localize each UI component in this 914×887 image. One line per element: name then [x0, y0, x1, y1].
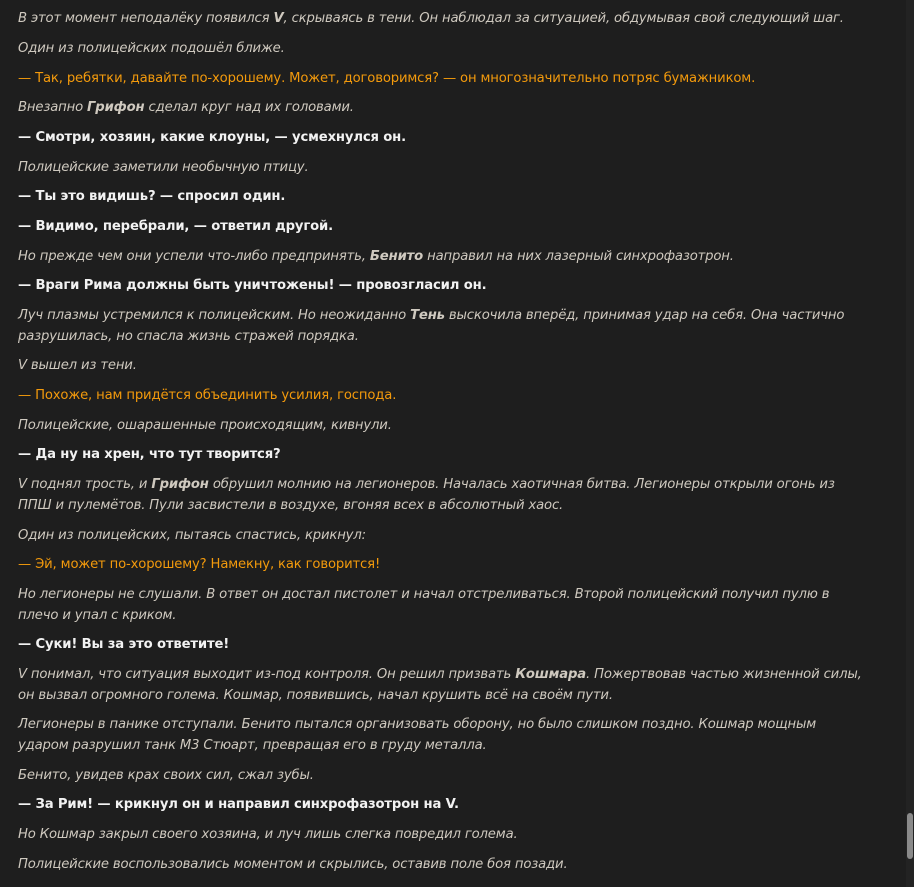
- text-segment: — Ты это видишь? — спросил один.: [18, 189, 286, 204]
- narration-paragraph: [18, 664, 866, 706]
- text-segment: — Суки! Вы за это ответите!: [18, 637, 230, 652]
- character-name: V: [273, 11, 284, 26]
- dialogue-line: [18, 186, 866, 207]
- text-segment: Но легионеры не слушали. В ответ он достал пистолет и начал отстреливаться. Второй полицейский получил пулю в плечо и упал с криком.: [18, 587, 830, 623]
- text-segment: Один из полицейских, пытаясь спастись, крикнул:: [18, 528, 366, 543]
- text-segment: обрушил молнию на легионеров. Началась хаотичная битва. Легионеры открыли огонь из ППШ и пулемётов. Пули засвистели в воздухе, вгоняя всех в абсолютный хаос.: [18, 477, 835, 513]
- narration-paragraph: [18, 8, 866, 29]
- character-name: Бенито: [369, 249, 424, 264]
- dialogue-line: [18, 68, 866, 89]
- dialogue-line: [18, 127, 866, 148]
- dialogue-line: [18, 385, 866, 406]
- text-segment: направил на них лазерный синхрофазотрон.: [423, 249, 734, 264]
- text-segment: V вышел из тени.: [18, 358, 137, 373]
- narration-paragraph: [18, 854, 866, 875]
- text-segment: — Да ну на хрен, что тут творится?: [18, 447, 281, 462]
- narration-paragraph: [18, 474, 866, 516]
- narration-paragraph: [18, 355, 866, 376]
- narration-paragraph: [18, 246, 866, 267]
- dialogue-line: [18, 634, 866, 655]
- narration-paragraph: [18, 305, 866, 347]
- text-segment: Внезапно: [18, 100, 88, 115]
- text-segment: — За Рим! — крикнул он и направил синхрофазотрон на V.: [18, 797, 459, 812]
- character-name: Кошмара: [515, 667, 586, 682]
- text-segment: В этот момент неподалёку появился: [18, 11, 274, 26]
- text-segment: — Эй, может по-хорошему? Намекну, как говорится!: [18, 557, 381, 572]
- text-segment: выскочила вперёд, принимая удар на себя. Она частично разрушилась, но спасла жизнь стражей порядка.: [18, 308, 845, 344]
- dialogue-line: [18, 216, 866, 237]
- text-segment: . Пожертвовав частью жизненной силы, он вызвал огромного голема. Кошмар, появившись, начал крушить всё на своём пути.: [18, 667, 862, 703]
- text-segment: сделал круг над их головами.: [144, 100, 354, 115]
- text-segment: Бенито, увидев крах своих сил, сжал зубы.: [18, 768, 314, 783]
- character-name: Грифон: [87, 100, 145, 115]
- text-segment: — Так, ребятки, давайте по-хорошему. Может, договоримся? — он многозначительно потряс бумажником.: [18, 71, 756, 86]
- text-segment: Полицейские воспользовались моментом и скрылись, оставив поле боя позади.: [18, 857, 568, 872]
- dialogue-line: [18, 275, 866, 296]
- text-segment: — Похоже, нам придётся объединить усилия, господа.: [18, 388, 397, 403]
- dialogue-line: [18, 554, 866, 575]
- narration-paragraph: [18, 824, 866, 845]
- text-segment: Один из полицейских подошёл ближе.: [18, 41, 285, 56]
- narration-paragraph: [18, 415, 866, 436]
- character-name: Грифон: [151, 477, 209, 492]
- character-name: Тень: [410, 308, 445, 323]
- narration-paragraph: [18, 157, 866, 178]
- narration-paragraph: [18, 38, 866, 59]
- text-segment: — Смотри, хозяин, какие клоуны, — усмехнулся он.: [18, 130, 406, 145]
- text-segment: Полицейские, ошарашенные происходящим, кивнули.: [18, 418, 392, 433]
- text-segment: Луч плазмы устремился к полицейским. Но неожиданно: [18, 308, 411, 323]
- text-segment: V понимал, что ситуация выходит из-под контроля. Он решил призвать: [18, 667, 516, 682]
- text-segment: — Враги Рима должны быть уничтожены! — провозгласил он.: [18, 278, 487, 293]
- dialogue-line: [18, 444, 866, 465]
- scrollbar-thumb[interactable]: [907, 813, 913, 859]
- text-segment: Но Кошмар закрыл своего хозяина, и луч лишь слегка повредил голема.: [18, 827, 518, 842]
- narration-paragraph: [18, 525, 866, 546]
- scrollbar-track[interactable]: [906, 0, 914, 887]
- text-segment: , скрываясь в тени. Он наблюдал за ситуацией, обдумывая свой следующий шаг.: [283, 11, 844, 26]
- text-segment: Но прежде чем они успели что-либо предпринять,: [18, 249, 370, 264]
- narration-paragraph: [18, 97, 866, 118]
- text-segment: V поднял трость, и: [18, 477, 152, 492]
- narration-paragraph: [18, 584, 866, 626]
- text-segment: Полицейские заметили необычную птицу.: [18, 160, 309, 175]
- narration-paragraph: [18, 714, 866, 756]
- text-segment: — Видимо, перебрали, — ответил другой.: [18, 219, 333, 234]
- dialogue-line: [18, 794, 866, 815]
- narration-paragraph: [18, 765, 866, 786]
- text-segment: Легионеры в панике отступали. Бенито пытался организовать оборону, но было слишком поздно. Кошмар мощным ударом разрушил танк М3 Стюарт, превращая его в груду металла.: [18, 717, 817, 753]
